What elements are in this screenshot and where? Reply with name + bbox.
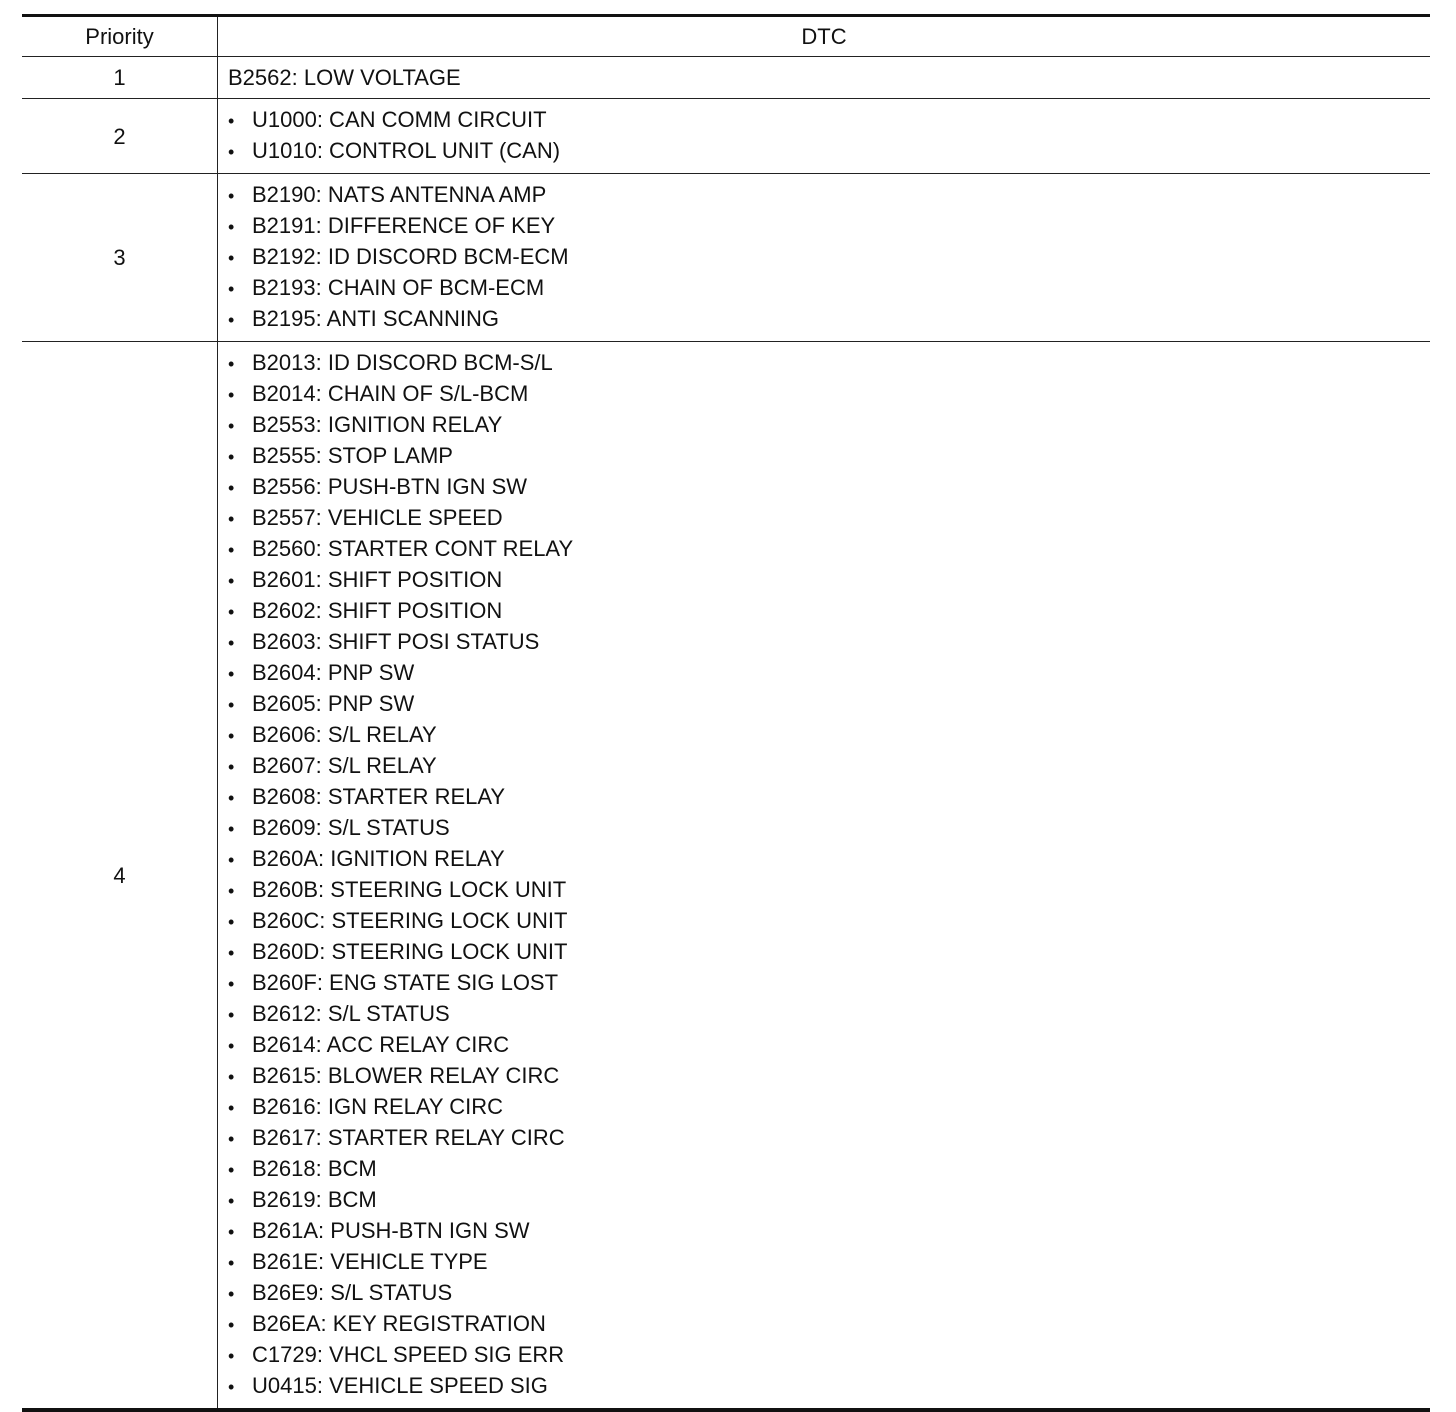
dtc-list-item (228, 1309, 1430, 1340)
dtc-list-item (228, 211, 1430, 242)
dtc-code-text: B2606: S/L RELAY (252, 722, 437, 747)
dtc-code-text: B2560: STARTER CONT RELAY (252, 536, 574, 561)
dtc-list-item (228, 1154, 1430, 1185)
dtc-code-text: B260D: STEERING LOCK UNIT (252, 939, 568, 964)
bullet-icon: • (228, 943, 235, 963)
dtc-code-text: B26E9: S/L STATUS (252, 1280, 453, 1305)
bullet-icon: • (228, 757, 235, 777)
table-body (22, 57, 1430, 1411)
bullet-icon: • (228, 354, 235, 374)
dtc-code-text: B26EA: KEY REGISTRATION (252, 1311, 546, 1336)
dtc-list-item (228, 658, 1430, 689)
dtc-list-item (228, 689, 1430, 720)
table-row (22, 174, 1430, 342)
bullet-icon: • (228, 1253, 235, 1273)
bullet-icon: • (228, 695, 235, 715)
dtc-code-text: B2603: SHIFT POSI STATUS (252, 629, 540, 654)
dtc-list-item (228, 813, 1430, 844)
dtc-list-item (228, 1061, 1430, 1092)
dtc-list-item (228, 503, 1430, 534)
bullet-icon: • (228, 279, 235, 299)
bullet-icon: • (228, 1129, 235, 1149)
bullet-icon: • (228, 819, 235, 839)
dtc-list-item (228, 1278, 1430, 1309)
dtc-code-text: B260B: STEERING LOCK UNIT (252, 877, 567, 902)
dtc-list-item (228, 1030, 1430, 1061)
dtc-code-text: B2614: ACC RELAY CIRC (252, 1032, 510, 1057)
bullet-icon: • (228, 571, 235, 591)
bullet-icon: • (228, 850, 235, 870)
table-row (22, 342, 1430, 1411)
dtc-list-item (228, 136, 1430, 167)
dtc-list-item (228, 472, 1430, 503)
bullet-icon: • (228, 881, 235, 901)
bullet-icon: • (228, 1160, 235, 1180)
bullet-icon: • (228, 1098, 235, 1118)
dtc-code-text: C1729: VHCL SPEED SIG ERR (252, 1342, 565, 1367)
header-priority: Priority (22, 16, 218, 57)
dtc-code-text: B2191: DIFFERENCE OF KEY (252, 213, 556, 238)
dtc-list-item (228, 720, 1430, 751)
dtc-code-text: B261A: PUSH-BTN IGN SW (252, 1218, 530, 1243)
dtc-cell (218, 174, 1431, 342)
bullet-icon: • (228, 447, 235, 467)
dtc-list-item (228, 379, 1430, 410)
dtc-list-item (228, 627, 1430, 658)
dtc-list-item (228, 1340, 1430, 1371)
dtc-code-text: B2607: S/L RELAY (252, 753, 437, 778)
dtc-list-item (228, 1247, 1430, 1278)
dtc-code-text: B2601: SHIFT POSITION (252, 567, 503, 592)
dtc-code-text: B2553: IGNITION RELAY (252, 412, 503, 437)
dtc-code-text: B2604: PNP SW (252, 660, 415, 685)
dtc-list (228, 348, 1430, 1402)
bullet-icon: • (228, 310, 235, 330)
bullet-icon: • (228, 602, 235, 622)
bullet-icon: • (228, 1315, 235, 1335)
dtc-list-item (228, 751, 1430, 782)
dtc-list-item (228, 1123, 1430, 1154)
dtc-code-text: B2605: PNP SW (252, 691, 415, 716)
header-dtc: DTC (218, 16, 1431, 57)
dtc-list-item (228, 999, 1430, 1030)
bullet-icon: • (228, 726, 235, 746)
dtc-list-item (228, 534, 1430, 565)
dtc-list-item (228, 410, 1430, 441)
bullet-icon: • (228, 633, 235, 653)
dtc-code-text: B2618: BCM (252, 1156, 377, 1181)
dtc-list-item (228, 1216, 1430, 1247)
dtc-list-item (228, 304, 1430, 335)
dtc-cell (218, 342, 1431, 1411)
dtc-code-text: B260F: ENG STATE SIG LOST (252, 970, 559, 995)
dtc-list-item (228, 968, 1430, 999)
dtc-priority-table (22, 14, 1430, 1412)
bullet-icon: • (228, 509, 235, 529)
dtc-code-text: B260C: STEERING LOCK UNIT (252, 908, 568, 933)
dtc-list-item (228, 1092, 1430, 1123)
bullet-icon: • (228, 1191, 235, 1211)
bullet-icon: • (228, 142, 235, 162)
dtc-code-text: U1010: CONTROL UNIT (CAN) (252, 138, 561, 163)
dtc-list-item (228, 1185, 1430, 1216)
dtc-list-item (228, 565, 1430, 596)
bullet-icon: • (228, 385, 235, 405)
bullet-icon: • (228, 1346, 235, 1366)
bullet-icon: • (228, 540, 235, 560)
dtc-list-item (228, 875, 1430, 906)
dtc-list-item (228, 180, 1430, 211)
bullet-icon: • (228, 416, 235, 436)
table-header-row (22, 16, 1430, 57)
dtc-code-text: B2602: SHIFT POSITION (252, 598, 503, 623)
priority-cell: 1 (22, 57, 218, 99)
dtc-list-item (228, 242, 1430, 273)
dtc-list (228, 105, 1430, 167)
dtc-code-text: B2619: BCM (252, 1187, 377, 1212)
table-row (22, 99, 1430, 174)
dtc-list-item (228, 844, 1430, 875)
dtc-code-text: B2192: ID DISCORD BCM-ECM (252, 244, 569, 269)
dtc-list-item (228, 105, 1430, 136)
dtc-code-text: B2014: CHAIN OF S/L-BCM (252, 381, 529, 406)
dtc-list-item (228, 596, 1430, 627)
bullet-icon: • (228, 974, 235, 994)
dtc-code-text: B2612: S/L STATUS (252, 1001, 450, 1026)
dtc-list-item (228, 1371, 1430, 1402)
priority-cell: 4 (22, 342, 218, 1411)
dtc-code-text: B260A: IGNITION RELAY (252, 846, 505, 871)
dtc-list (228, 180, 1430, 335)
dtc-code-text: B2013: ID DISCORD BCM-S/L (252, 350, 553, 375)
dtc-list-item (228, 273, 1430, 304)
bullet-icon: • (228, 912, 235, 932)
bullet-icon: • (228, 248, 235, 268)
dtc-list-item (228, 937, 1430, 968)
dtc-list-item (228, 348, 1430, 379)
dtc-code-text: B2615: BLOWER RELAY CIRC (252, 1063, 560, 1088)
bullet-icon: • (228, 1036, 235, 1056)
bullet-icon: • (228, 1377, 235, 1397)
bullet-icon: • (228, 1284, 235, 1304)
dtc-code-text: B2562: LOW VOLTAGE (228, 65, 461, 90)
dtc-list-item (228, 782, 1430, 813)
bullet-icon: • (228, 1067, 235, 1087)
dtc-code-text: B2557: VEHICLE SPEED (252, 505, 503, 530)
dtc-cell (218, 57, 1431, 99)
dtc-list-item (228, 906, 1430, 937)
bullet-icon: • (228, 111, 235, 131)
bullet-icon: • (228, 664, 235, 684)
bullet-icon: • (228, 217, 235, 237)
dtc-code-text: B2609: S/L STATUS (252, 815, 450, 840)
dtc-code-text: B2617: STARTER RELAY CIRC (252, 1125, 565, 1150)
dtc-cell (218, 99, 1431, 174)
bullet-icon: • (228, 1222, 235, 1242)
table-row (22, 57, 1430, 99)
bullet-icon: • (228, 186, 235, 206)
dtc-code-text: B2616: IGN RELAY CIRC (252, 1094, 504, 1119)
dtc-code-text: B2193: CHAIN OF BCM-ECM (252, 275, 545, 300)
dtc-code-text: B2195: ANTI SCANNING (252, 306, 499, 331)
bullet-icon: • (228, 1005, 235, 1025)
dtc-code-text: B261E: VEHICLE TYPE (252, 1249, 488, 1274)
dtc-code-text: B2555: STOP LAMP (252, 443, 453, 468)
dtc-code-text: B2190: NATS ANTENNA AMP (252, 182, 547, 207)
priority-cell: 2 (22, 99, 218, 174)
dtc-list-item (228, 441, 1430, 472)
dtc-code-text: U1000: CAN COMM CIRCUIT (252, 107, 547, 132)
dtc-code-text: U0415: VEHICLE SPEED SIG (252, 1373, 548, 1398)
dtc-code-text: B2556: PUSH-BTN IGN SW (252, 474, 528, 499)
bullet-icon: • (228, 788, 235, 808)
priority-cell: 3 (22, 174, 218, 342)
bullet-icon: • (228, 478, 235, 498)
dtc-code-text: B2608: STARTER RELAY (252, 784, 506, 809)
